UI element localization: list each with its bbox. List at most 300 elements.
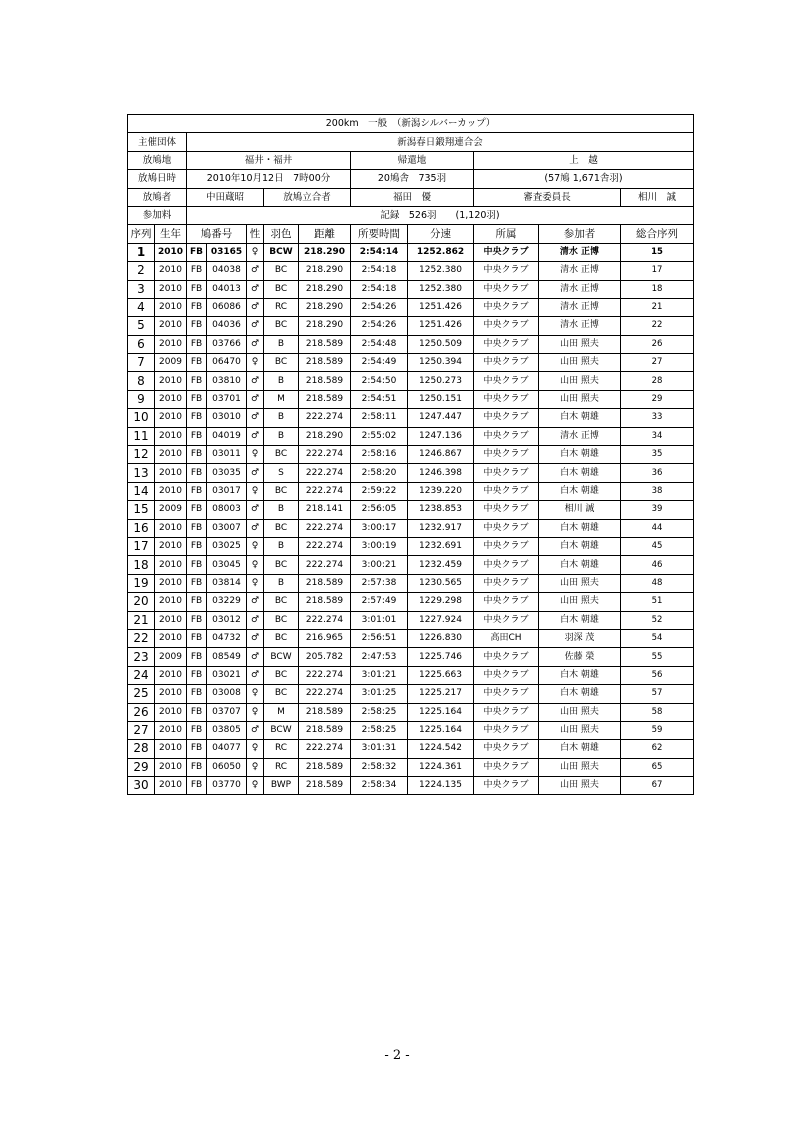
cell-sex: ♂ [247, 280, 264, 298]
cell-ring-prefix: FB [187, 390, 207, 408]
cell-distance: 218.141 [299, 501, 351, 519]
cell-ring-number: 03165 [207, 243, 247, 261]
cell-year: 2010 [155, 243, 187, 261]
cell-ring-prefix: FB [187, 537, 207, 555]
cell-club: 中央クラブ [474, 721, 539, 739]
cell-time: 2:58:11 [351, 409, 408, 427]
cell-club: 中央クラブ [474, 446, 539, 464]
cell-rank: 21 [128, 611, 155, 629]
cell-ring-prefix: FB [187, 721, 207, 739]
cell-participant: 白木 朝雄 [539, 556, 621, 574]
cell-speed: 1251.426 [408, 298, 474, 316]
table-row [128, 464, 694, 482]
cell-participant: 白木 朝雄 [539, 464, 621, 482]
cell-speed: 1252.862 [408, 243, 474, 261]
cell-participant: 山田 照夫 [539, 390, 621, 408]
cell-year: 2010 [155, 685, 187, 703]
cell-sex: ♀ [247, 740, 264, 758]
cell-ring-number: 08003 [207, 501, 247, 519]
record-value: 記録 526羽 (1,120羽) [187, 206, 694, 224]
cell-speed: 1250.273 [408, 372, 474, 390]
entries-value: 20鳩舎 735羽 [351, 170, 474, 188]
cell-speed: 1232.459 [408, 556, 474, 574]
table-row [128, 335, 694, 353]
cell-rank: 8 [128, 372, 155, 390]
cell-speed: 1224.135 [408, 777, 474, 795]
cell-time: 2:58:16 [351, 446, 408, 464]
cell-overall-rank: 36 [621, 464, 694, 482]
cell-speed: 1238.853 [408, 501, 474, 519]
cell-rank: 23 [128, 648, 155, 666]
cell-time: 2:54:49 [351, 354, 408, 372]
fee-label: 参加料 [128, 206, 187, 224]
cell-sex: ♀ [247, 685, 264, 703]
cell-rank: 14 [128, 482, 155, 500]
col-header-sex: 性 [247, 225, 264, 243]
cell-speed: 1226.830 [408, 629, 474, 647]
cell-color: B [264, 537, 299, 555]
col-header-color: 羽色 [264, 225, 299, 243]
cell-ring-number: 08549 [207, 648, 247, 666]
cell-overall-rank: 58 [621, 703, 694, 721]
cell-distance: 222.274 [299, 611, 351, 629]
organizer-label: 主催団体 [128, 133, 187, 151]
cell-overall-rank: 22 [621, 317, 694, 335]
cell-overall-rank: 34 [621, 427, 694, 445]
releaser-label: 放鳩者 [128, 188, 187, 206]
cell-participant: 白木 朝雄 [539, 611, 621, 629]
cell-overall-rank: 39 [621, 501, 694, 519]
cell-year: 2009 [155, 354, 187, 372]
cell-sex: ♂ [247, 427, 264, 445]
cell-speed: 1250.394 [408, 354, 474, 372]
cell-overall-rank: 28 [621, 372, 694, 390]
cell-ring-prefix: FB [187, 409, 207, 427]
table-row [128, 243, 694, 261]
cell-sex: ♂ [247, 666, 264, 684]
cell-time: 3:00:17 [351, 519, 408, 537]
cell-distance: 222.274 [299, 556, 351, 574]
cell-time: 2:57:49 [351, 593, 408, 611]
table-row [128, 629, 694, 647]
cell-rank: 12 [128, 446, 155, 464]
cell-time: 3:01:31 [351, 740, 408, 758]
cell-color: B [264, 574, 299, 592]
cell-ring-number: 03229 [207, 593, 247, 611]
cell-participant: 白木 朝雄 [539, 519, 621, 537]
cell-overall-rank: 56 [621, 666, 694, 684]
cell-overall-rank: 26 [621, 335, 694, 353]
cell-overall-rank: 17 [621, 262, 694, 280]
cell-ring-prefix: FB [187, 298, 207, 316]
cell-overall-rank: 27 [621, 354, 694, 372]
cell-distance: 218.589 [299, 335, 351, 353]
table-row [128, 537, 694, 555]
cell-club: 中央クラブ [474, 262, 539, 280]
cell-time: 2:54:50 [351, 372, 408, 390]
cell-sex: ♂ [247, 464, 264, 482]
table-row [128, 556, 694, 574]
cell-sex: ♀ [247, 537, 264, 555]
cell-club: 中央クラブ [474, 482, 539, 500]
cell-time: 3:00:19 [351, 537, 408, 555]
cell-participant: 山田 照夫 [539, 335, 621, 353]
cell-color: BC [264, 354, 299, 372]
release-datetime-value: 2010年10月12日 7時00分 [187, 170, 351, 188]
table-row [128, 740, 694, 758]
cell-rank: 5 [128, 317, 155, 335]
table-row [128, 685, 694, 703]
cell-color: B [264, 501, 299, 519]
cell-color: BC [264, 317, 299, 335]
table-row [128, 482, 694, 500]
cell-color: BC [264, 685, 299, 703]
cell-ring-prefix: FB [187, 280, 207, 298]
cell-rank: 10 [128, 409, 155, 427]
cell-participant: 清水 正博 [539, 298, 621, 316]
cell-sex: ♂ [247, 317, 264, 335]
cell-year: 2010 [155, 317, 187, 335]
cell-color: BCW [264, 243, 299, 261]
cell-speed: 1229.298 [408, 593, 474, 611]
home-label: 帰還地 [351, 151, 474, 169]
cell-participant: 山田 照夫 [539, 354, 621, 372]
cell-color: BC [264, 593, 299, 611]
cell-overall-rank: 18 [621, 280, 694, 298]
cell-distance: 222.274 [299, 482, 351, 500]
cell-year: 2010 [155, 427, 187, 445]
cell-sex: ♂ [247, 262, 264, 280]
cell-speed: 1225.164 [408, 721, 474, 739]
cell-ring-number: 03007 [207, 519, 247, 537]
releaser-value: 中田蔵昭 [187, 188, 264, 206]
cell-rank: 20 [128, 593, 155, 611]
cell-time: 2:58:34 [351, 777, 408, 795]
cell-color: BC [264, 262, 299, 280]
cell-club: 中央クラブ [474, 703, 539, 721]
cell-color: BC [264, 611, 299, 629]
cell-rank: 13 [128, 464, 155, 482]
cell-rank: 22 [128, 629, 155, 647]
cell-ring-number: 03011 [207, 446, 247, 464]
cell-sex: ♀ [247, 758, 264, 776]
cell-time: 3:01:21 [351, 666, 408, 684]
cell-ring-number: 04038 [207, 262, 247, 280]
table-row [128, 262, 694, 280]
cell-year: 2010 [155, 464, 187, 482]
cell-ring-number: 03814 [207, 574, 247, 592]
cell-ring-number: 03770 [207, 777, 247, 795]
organizer-value: 新潟春日鍛翔連合会 [187, 133, 694, 151]
col-header-rank: 序列 [128, 225, 155, 243]
cell-time: 3:00:21 [351, 556, 408, 574]
table-row [128, 372, 694, 390]
table-row [128, 354, 694, 372]
cell-club: 中央クラブ [474, 593, 539, 611]
cell-year: 2009 [155, 501, 187, 519]
cell-ring-prefix: FB [187, 446, 207, 464]
table-row [128, 501, 694, 519]
cell-year: 2010 [155, 721, 187, 739]
cell-year: 2010 [155, 611, 187, 629]
cell-color: BC [264, 519, 299, 537]
cell-year: 2010 [155, 390, 187, 408]
table-row [128, 446, 694, 464]
cell-participant: 白木 朝雄 [539, 685, 621, 703]
cell-color: B [264, 372, 299, 390]
cell-distance: 218.589 [299, 390, 351, 408]
cell-sex: ♂ [247, 390, 264, 408]
cell-club: 中央クラブ [474, 501, 539, 519]
cell-year: 2010 [155, 777, 187, 795]
cell-distance: 222.274 [299, 740, 351, 758]
cell-speed: 1232.917 [408, 519, 474, 537]
cell-participant: 山田 照夫 [539, 721, 621, 739]
cell-color: M [264, 390, 299, 408]
cell-sex: ♂ [247, 409, 264, 427]
cell-overall-rank: 44 [621, 519, 694, 537]
cell-distance: 205.782 [299, 648, 351, 666]
cell-overall-rank: 65 [621, 758, 694, 776]
col-header-year: 生年 [155, 225, 187, 243]
cell-club: 中央クラブ [474, 666, 539, 684]
home-value: 上 越 [474, 151, 694, 169]
judge-label: 審査委員長 [474, 188, 621, 206]
cell-speed: 1250.509 [408, 335, 474, 353]
witness-value: 福田 優 [351, 188, 474, 206]
cell-overall-rank: 45 [621, 537, 694, 555]
cell-ring-number: 03701 [207, 390, 247, 408]
cell-speed: 1247.136 [408, 427, 474, 445]
cell-distance: 218.589 [299, 574, 351, 592]
cell-speed: 1232.691 [408, 537, 474, 555]
cell-rank: 26 [128, 703, 155, 721]
cell-sex: ♂ [247, 721, 264, 739]
cell-ring-prefix: FB [187, 243, 207, 261]
cell-color: BC [264, 446, 299, 464]
cell-sex: ♂ [247, 298, 264, 316]
cell-year: 2010 [155, 758, 187, 776]
cell-year: 2010 [155, 280, 187, 298]
cell-time: 2:58:32 [351, 758, 408, 776]
cell-rank: 24 [128, 666, 155, 684]
cell-participant: 清水 正博 [539, 427, 621, 445]
cell-ring-number: 03025 [207, 537, 247, 555]
cell-color: S [264, 464, 299, 482]
cell-ring-prefix: FB [187, 372, 207, 390]
cell-color: BC [264, 280, 299, 298]
cell-speed: 1230.565 [408, 574, 474, 592]
cell-ring-prefix: FB [187, 758, 207, 776]
col-header-distance: 距離 [299, 225, 351, 243]
cell-rank: 7 [128, 354, 155, 372]
cell-speed: 1247.447 [408, 409, 474, 427]
cell-ring-prefix: FB [187, 427, 207, 445]
cell-color: M [264, 703, 299, 721]
cell-sex: ♂ [247, 593, 264, 611]
cell-year: 2010 [155, 262, 187, 280]
cell-ring-number: 06470 [207, 354, 247, 372]
cell-color: BC [264, 482, 299, 500]
cell-rank: 28 [128, 740, 155, 758]
cell-distance: 218.290 [299, 317, 351, 335]
cell-distance: 218.589 [299, 777, 351, 795]
cell-rank: 29 [128, 758, 155, 776]
cell-club: 中央クラブ [474, 409, 539, 427]
cell-overall-rank: 57 [621, 685, 694, 703]
cell-sex: ♂ [247, 648, 264, 666]
cell-rank: 16 [128, 519, 155, 537]
cell-participant: 白木 朝雄 [539, 537, 621, 555]
cell-sex: ♀ [247, 556, 264, 574]
cell-participant: 山田 照夫 [539, 372, 621, 390]
cell-time: 2:58:25 [351, 721, 408, 739]
cell-time: 2:56:05 [351, 501, 408, 519]
cell-time: 2:54:26 [351, 298, 408, 316]
cell-year: 2010 [155, 666, 187, 684]
cell-year: 2010 [155, 574, 187, 592]
cell-color: BCW [264, 648, 299, 666]
cell-year: 2010 [155, 372, 187, 390]
cell-ring-prefix: FB [187, 777, 207, 795]
table-row [128, 721, 694, 739]
cell-rank: 2 [128, 262, 155, 280]
cell-club: 中央クラブ [474, 556, 539, 574]
cell-year: 2010 [155, 629, 187, 647]
cell-ring-prefix: FB [187, 335, 207, 353]
cell-color: RC [264, 740, 299, 758]
cell-participant: 清水 正博 [539, 280, 621, 298]
cell-distance: 218.290 [299, 243, 351, 261]
cell-speed: 1252.380 [408, 262, 474, 280]
cell-club: 中央クラブ [474, 464, 539, 482]
cell-sex: ♀ [247, 482, 264, 500]
cell-ring-number: 03707 [207, 703, 247, 721]
cell-ring-prefix: FB [187, 262, 207, 280]
cell-overall-rank: 21 [621, 298, 694, 316]
cell-rank: 3 [128, 280, 155, 298]
cell-ring-prefix: FB [187, 354, 207, 372]
cell-club: 中央クラブ [474, 390, 539, 408]
cell-color: BCW [264, 721, 299, 739]
cell-time: 3:01:25 [351, 685, 408, 703]
cell-ring-prefix: FB [187, 740, 207, 758]
table-row [128, 593, 694, 611]
cell-rank: 18 [128, 556, 155, 574]
cell-rank: 6 [128, 335, 155, 353]
cell-time: 3:01:01 [351, 611, 408, 629]
cell-participant: 羽深 茂 [539, 629, 621, 647]
cell-speed: 1246.398 [408, 464, 474, 482]
cell-time: 2:58:25 [351, 703, 408, 721]
cell-club: 中央クラブ [474, 537, 539, 555]
cell-color: BWP [264, 777, 299, 795]
cell-distance: 218.290 [299, 262, 351, 280]
cell-ring-number: 03017 [207, 482, 247, 500]
cell-ring-number: 03045 [207, 556, 247, 574]
table-row [128, 666, 694, 684]
cell-sex: ♀ [247, 703, 264, 721]
cell-ring-prefix: FB [187, 501, 207, 519]
cell-color: BC [264, 556, 299, 574]
cell-rank: 30 [128, 777, 155, 795]
table-row [128, 427, 694, 445]
cell-ring-number: 03035 [207, 464, 247, 482]
cell-participant: 相川 誠 [539, 501, 621, 519]
cell-club: 中央クラブ [474, 372, 539, 390]
judge-value: 相川 誠 [621, 188, 694, 206]
cell-sex: ♀ [247, 446, 264, 464]
cell-time: 2:54:51 [351, 390, 408, 408]
cell-sex: ♂ [247, 519, 264, 537]
cell-participant: 白木 朝雄 [539, 446, 621, 464]
cell-club: 中央クラブ [474, 427, 539, 445]
cell-overall-rank: 33 [621, 409, 694, 427]
release-datetime-label: 放鳩日時 [128, 170, 187, 188]
cell-ring-number: 04036 [207, 317, 247, 335]
cell-overall-rank: 52 [621, 611, 694, 629]
cell-time: 2:54:18 [351, 262, 408, 280]
cell-rank: 15 [128, 501, 155, 519]
cell-distance: 218.589 [299, 703, 351, 721]
cell-color: RC [264, 758, 299, 776]
cell-rank: 9 [128, 390, 155, 408]
cell-distance: 218.589 [299, 593, 351, 611]
col-header-speed: 分速 [408, 225, 474, 243]
table-row [128, 317, 694, 335]
cell-year: 2010 [155, 740, 187, 758]
table-row [128, 777, 694, 795]
cell-speed: 1225.164 [408, 703, 474, 721]
cell-participant: 清水 正博 [539, 317, 621, 335]
table-row [128, 298, 694, 316]
cell-distance: 222.274 [299, 537, 351, 555]
cell-ring-prefix: FB [187, 464, 207, 482]
cell-time: 2:59:22 [351, 482, 408, 500]
cell-rank: 27 [128, 721, 155, 739]
cell-participant: 白木 朝雄 [539, 409, 621, 427]
entries-total-value: (57鳩 1,671舎羽) [474, 170, 694, 188]
cell-overall-rank: 54 [621, 629, 694, 647]
cell-speed: 1225.746 [408, 648, 474, 666]
cell-time: 2:54:26 [351, 317, 408, 335]
table-row [128, 611, 694, 629]
cell-year: 2009 [155, 648, 187, 666]
cell-rank: 4 [128, 298, 155, 316]
cell-club: 中央クラブ [474, 298, 539, 316]
cell-distance: 216.965 [299, 629, 351, 647]
cell-sex: ♀ [247, 243, 264, 261]
cell-distance: 218.290 [299, 280, 351, 298]
cell-ring-prefix: FB [187, 317, 207, 335]
cell-ring-prefix: FB [187, 648, 207, 666]
cell-sex: ♂ [247, 629, 264, 647]
cell-year: 2010 [155, 537, 187, 555]
cell-ring-prefix: FB [187, 703, 207, 721]
cell-participant: 山田 照夫 [539, 777, 621, 795]
cell-speed: 1225.217 [408, 685, 474, 703]
cell-club: 中央クラブ [474, 335, 539, 353]
table-body [128, 115, 694, 795]
cell-time: 2:54:48 [351, 335, 408, 353]
cell-speed: 1224.542 [408, 740, 474, 758]
cell-participant: 山田 照夫 [539, 758, 621, 776]
cell-ring-prefix: FB [187, 666, 207, 684]
cell-distance: 222.274 [299, 446, 351, 464]
table-row [128, 648, 694, 666]
cell-sex: ♂ [247, 335, 264, 353]
cell-club: 中央クラブ [474, 519, 539, 537]
